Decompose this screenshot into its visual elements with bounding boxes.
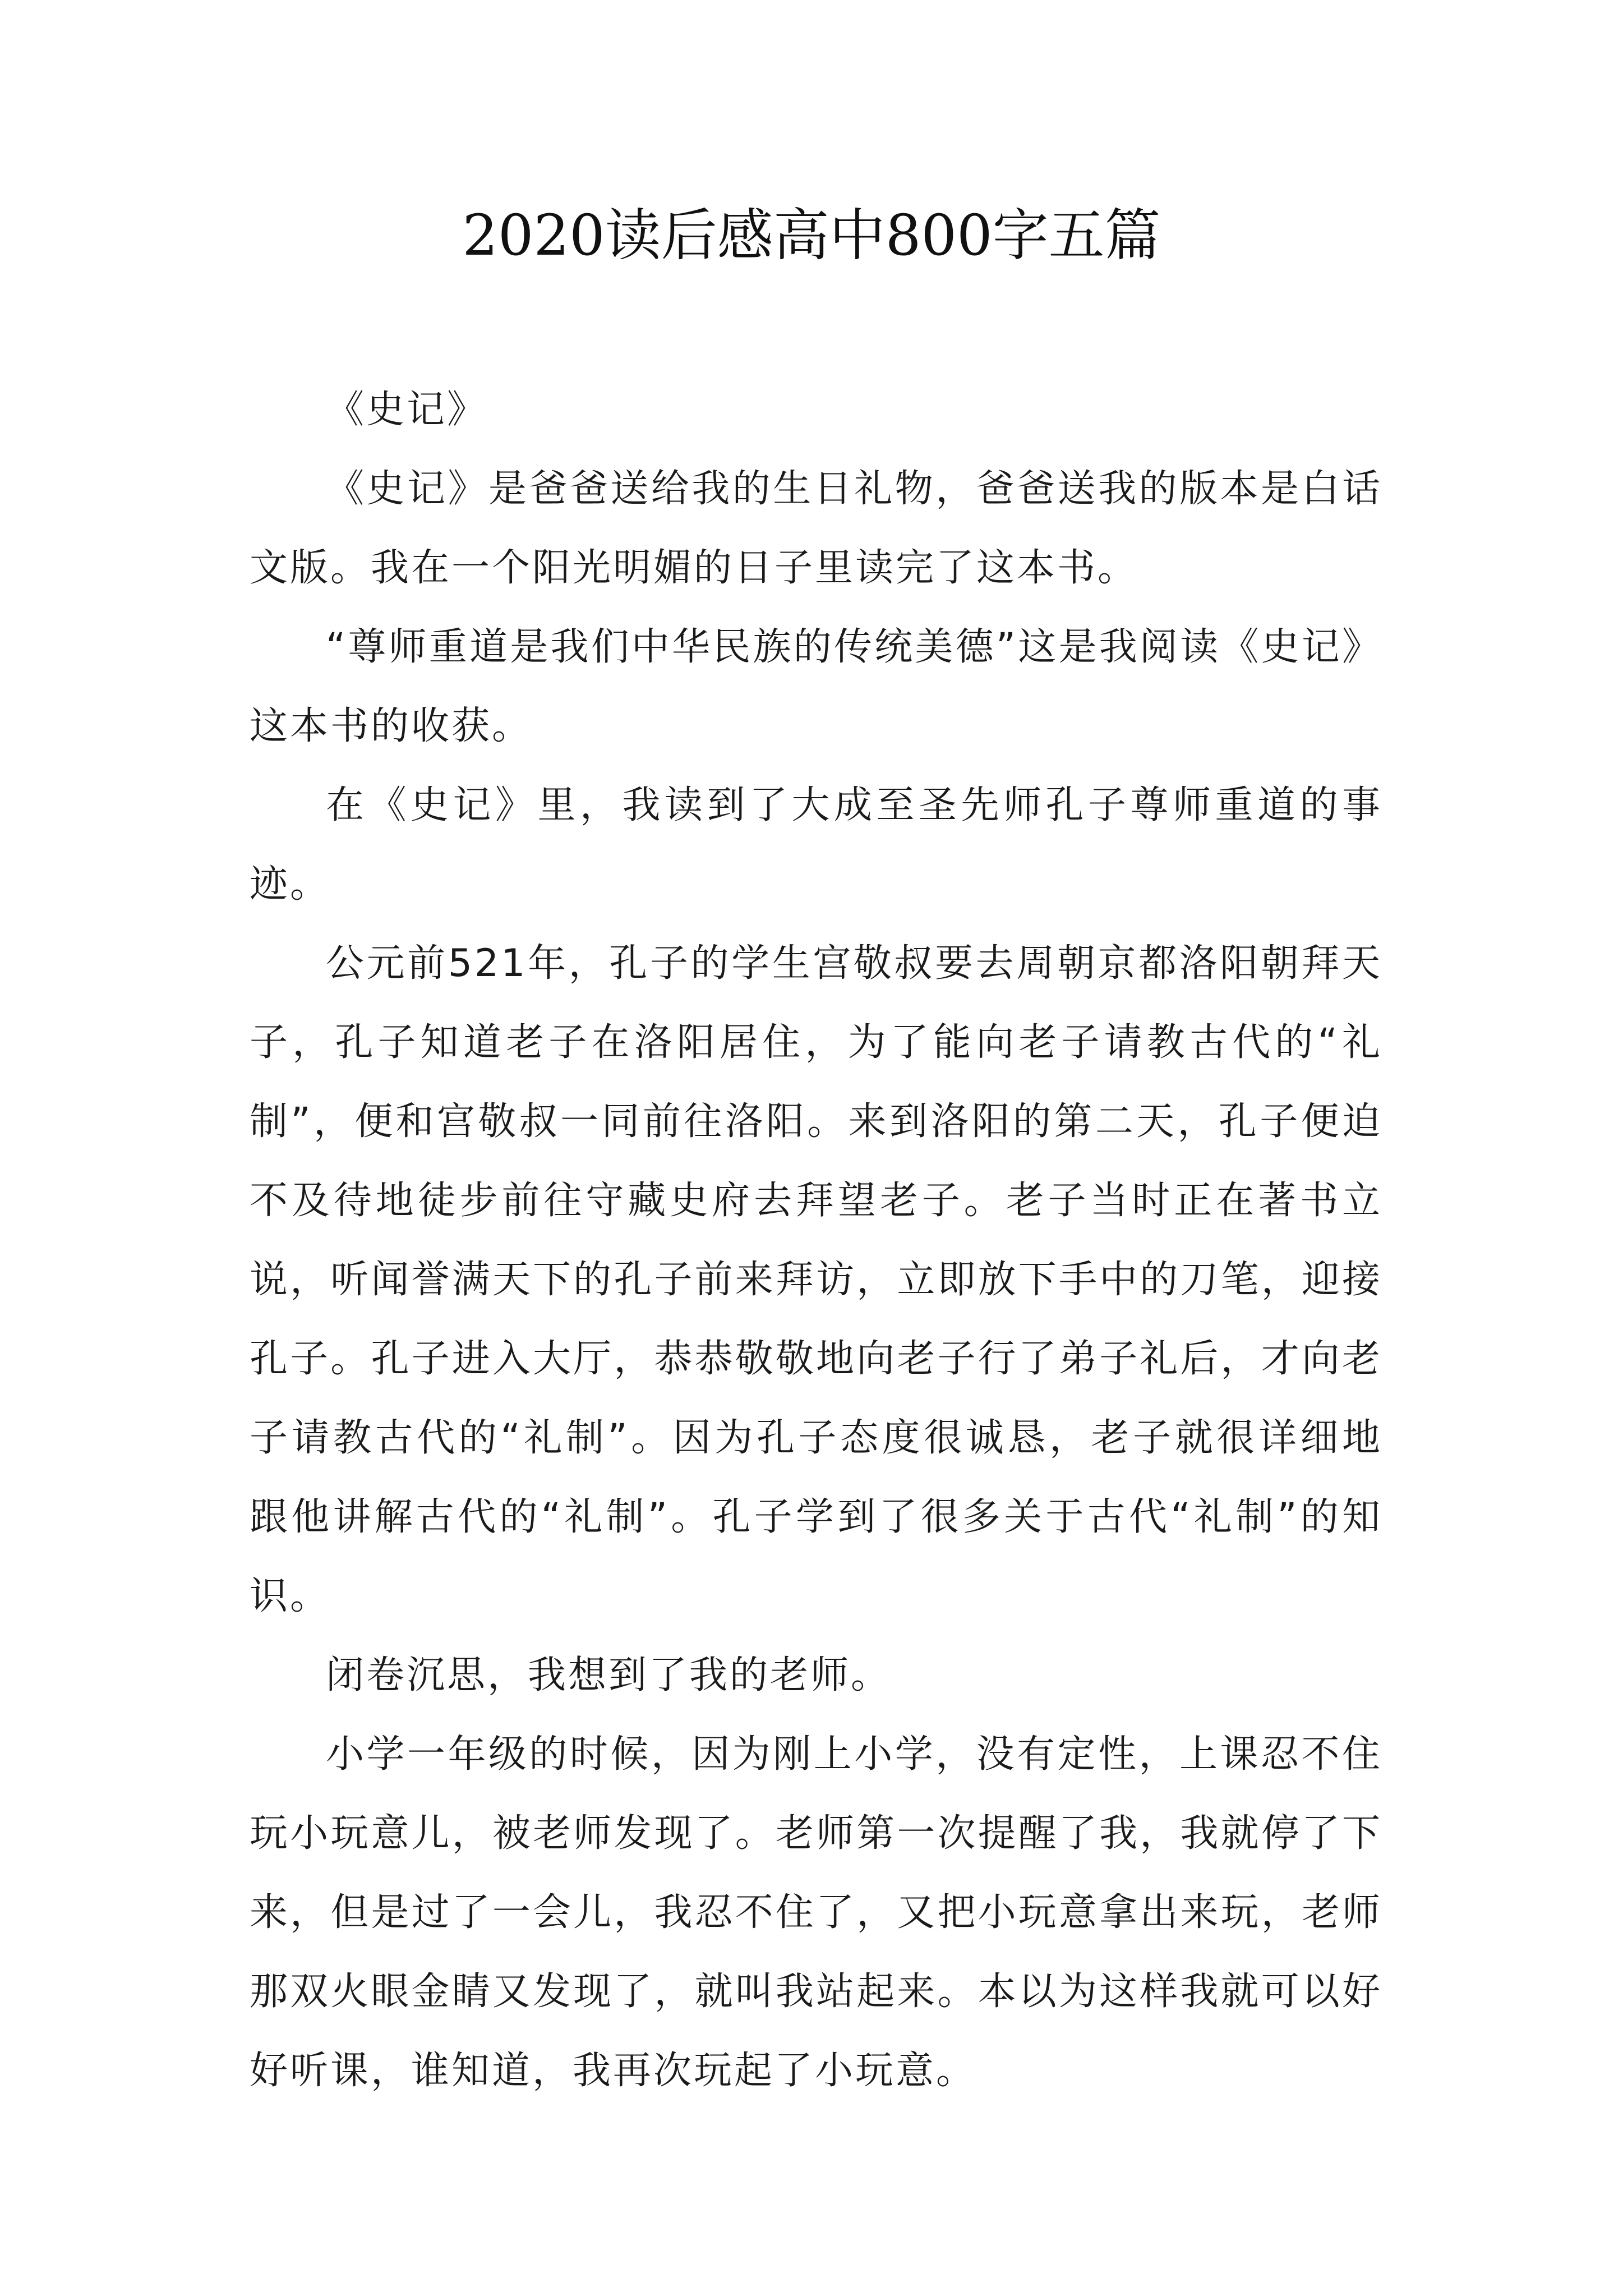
paragraph: 在《史记》里，我读到了大成至圣先师孔子尊师重道的事迹。 bbox=[250, 783, 1382, 907]
paragraph: 闭卷沉思，我想到了我的老师。 bbox=[326, 1653, 892, 1697]
document-body bbox=[250, 370, 1382, 2110]
paragraph: 公元前521年，孔子的学生宫敬叔要去周朝京都洛阳朝拜天子，孔子知道老子在洛阳居住，为了能向老子请教古代的“礼制”，便和宫敬叔一同前往洛阳。来到洛阳的第二天，孔子便迫不及待地徒步前往守藏史府去拜望老子。老子当时正在著书立说，听闻誉满天下的孔子前来拜访，立即放下手中的刀笔，迎接孔子。孔子进入大厅，恭恭敬敬地向老子行了弟子礼后，才向老子请教古代的“礼制”。因为孔子态度很诚恳，老子就很详细地跟他讲解古代的“礼制”。孔子学到了很多关于古代“礼制”的知识。 bbox=[250, 941, 1382, 1618]
paragraph: 小学一年级的时候，因为刚上小学，没有定性，上课忍不住玩小玩意儿，被老师发现了。老师第一次提醒了我，我就停了下来，但是过了一会儿，我忍不住了，又把小玩意拿出来玩，老师那双火眼金睛又发现了，就叫我站起来。本以为这样我就可以好好听课，谁知道，我再次玩起了小玩意。 bbox=[250, 1732, 1382, 2093]
document-title: 2020读后感高中800字五篇 bbox=[462, 203, 1161, 268]
paragraph: 《史记》是爸爸送给我的生日礼物，爸爸送我的版本是白话文版。我在一个阳光明媚的日子里读完了这本书。 bbox=[250, 467, 1382, 590]
paragraph: 《史记》 bbox=[326, 388, 488, 432]
paragraph: “尊师重道是我们中华民族的传统美德”这是我阅读《史记》这本书的收获。 bbox=[250, 625, 1382, 748]
